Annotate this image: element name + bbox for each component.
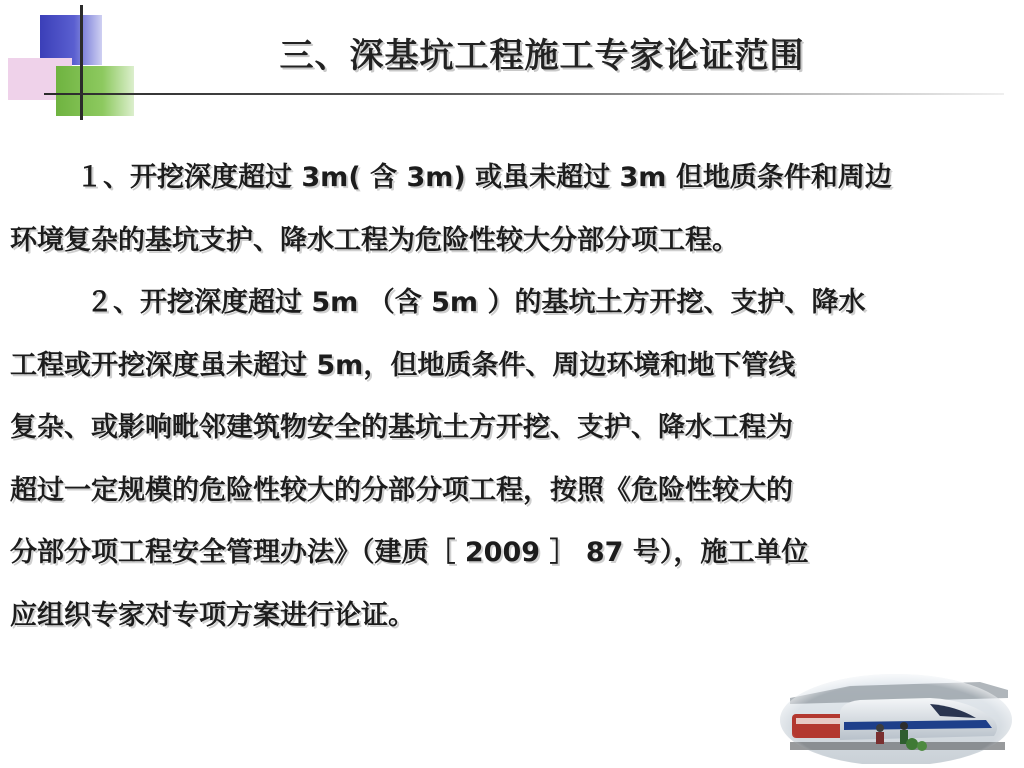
slide-title: 三、深基坑工程施工专家论证范围 (279, 36, 805, 76)
paragraph-line: 工程或开挖深度虽未超过 5m，但地质条件、周边环境和地下管线 (10, 349, 796, 381)
decorative-horizontal-line (44, 93, 1004, 95)
paragraph-line: 分部分项工程安全管理办法》（建质［ 2009 ］ 87 号），施工单位 (10, 537, 809, 568)
paragraph-line: 超过一定规模的危险性较大的分部分项工程，按照《危险性较大的 (10, 474, 793, 506)
train-picture (780, 668, 1012, 764)
paragraph-line: ２、开挖深度超过 5m （含 5m ）的基坑土方开挖、支护、降水 (86, 287, 866, 318)
paragraph-line: 环境复杂的基坑支护、降水工程为危险性较大分部分项工程。 (10, 224, 739, 256)
slide-body (10, 147, 1012, 647)
paragraph-line: １、开挖深度超过 3m( 含 3m) 或虽未超过 3m 但地质条件和周边 (76, 162, 892, 193)
paragraph-line: 应组织专家对专项方案进行论证。 (10, 599, 415, 631)
paragraph-line: 复杂、或影响毗邻建筑物安全的基坑土方开挖、支护、降水工程为 (10, 412, 793, 443)
